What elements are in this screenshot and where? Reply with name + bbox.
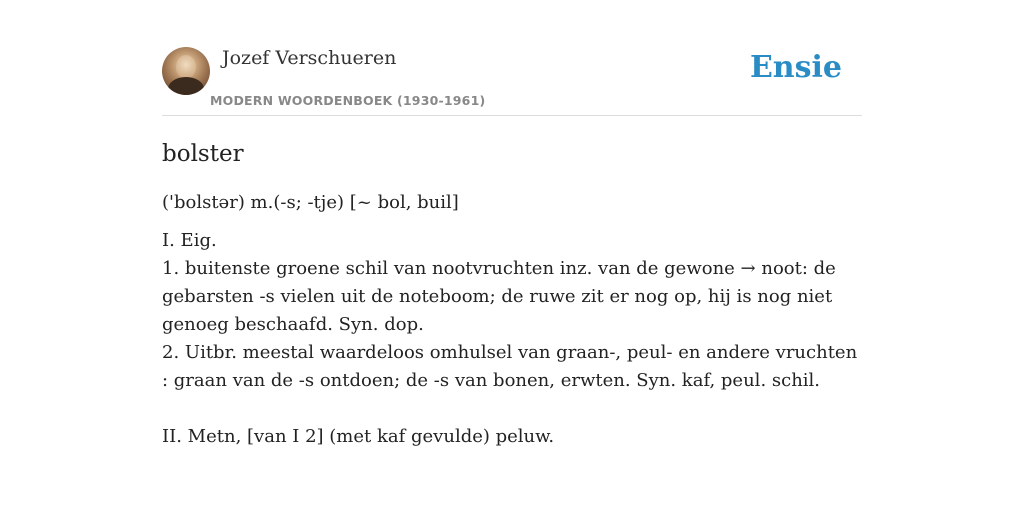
definition-spacer (162, 395, 862, 423)
definition-line: 1. buitenste groene schil van nootvruchten inz. van de gewone → noot: de gebarsten -s vielen uit de noteboom; de ruwe zit er nog op, hij is nog niet genoeg beschaafd. Syn. dop. (162, 258, 836, 335)
source-label[interactable]: MODERN WOORDENBOEK (1930-1961) (210, 93, 486, 108)
avatar-coat (168, 77, 204, 95)
entry-header (162, 40, 862, 116)
ensie-logo[interactable]: Ensie (749, 50, 842, 85)
definition-line: 2. Uitbr. meestal waardeloos omhulsel van graan-, peul- en andere vruchten : graan van de -s ontdoen; de -s van bonen, erwten. Syn. kaf, peul. schil. (162, 342, 858, 391)
avatar-face (176, 55, 196, 79)
definition-line: II. Metn, [van I 2] (met kaf gevulde) peluw. (162, 426, 555, 447)
author-name[interactable]: Jozef Verschueren (222, 47, 397, 69)
entry-card (162, 40, 862, 451)
entry-definition (162, 227, 862, 451)
entry-pronunciation: ('bolstər) m.(-s; -tje) [~ bol, buil] (162, 192, 459, 213)
author-avatar[interactable] (162, 47, 210, 95)
definition-line: I. Eig. (162, 230, 217, 251)
entry-title: bolster (162, 141, 244, 167)
